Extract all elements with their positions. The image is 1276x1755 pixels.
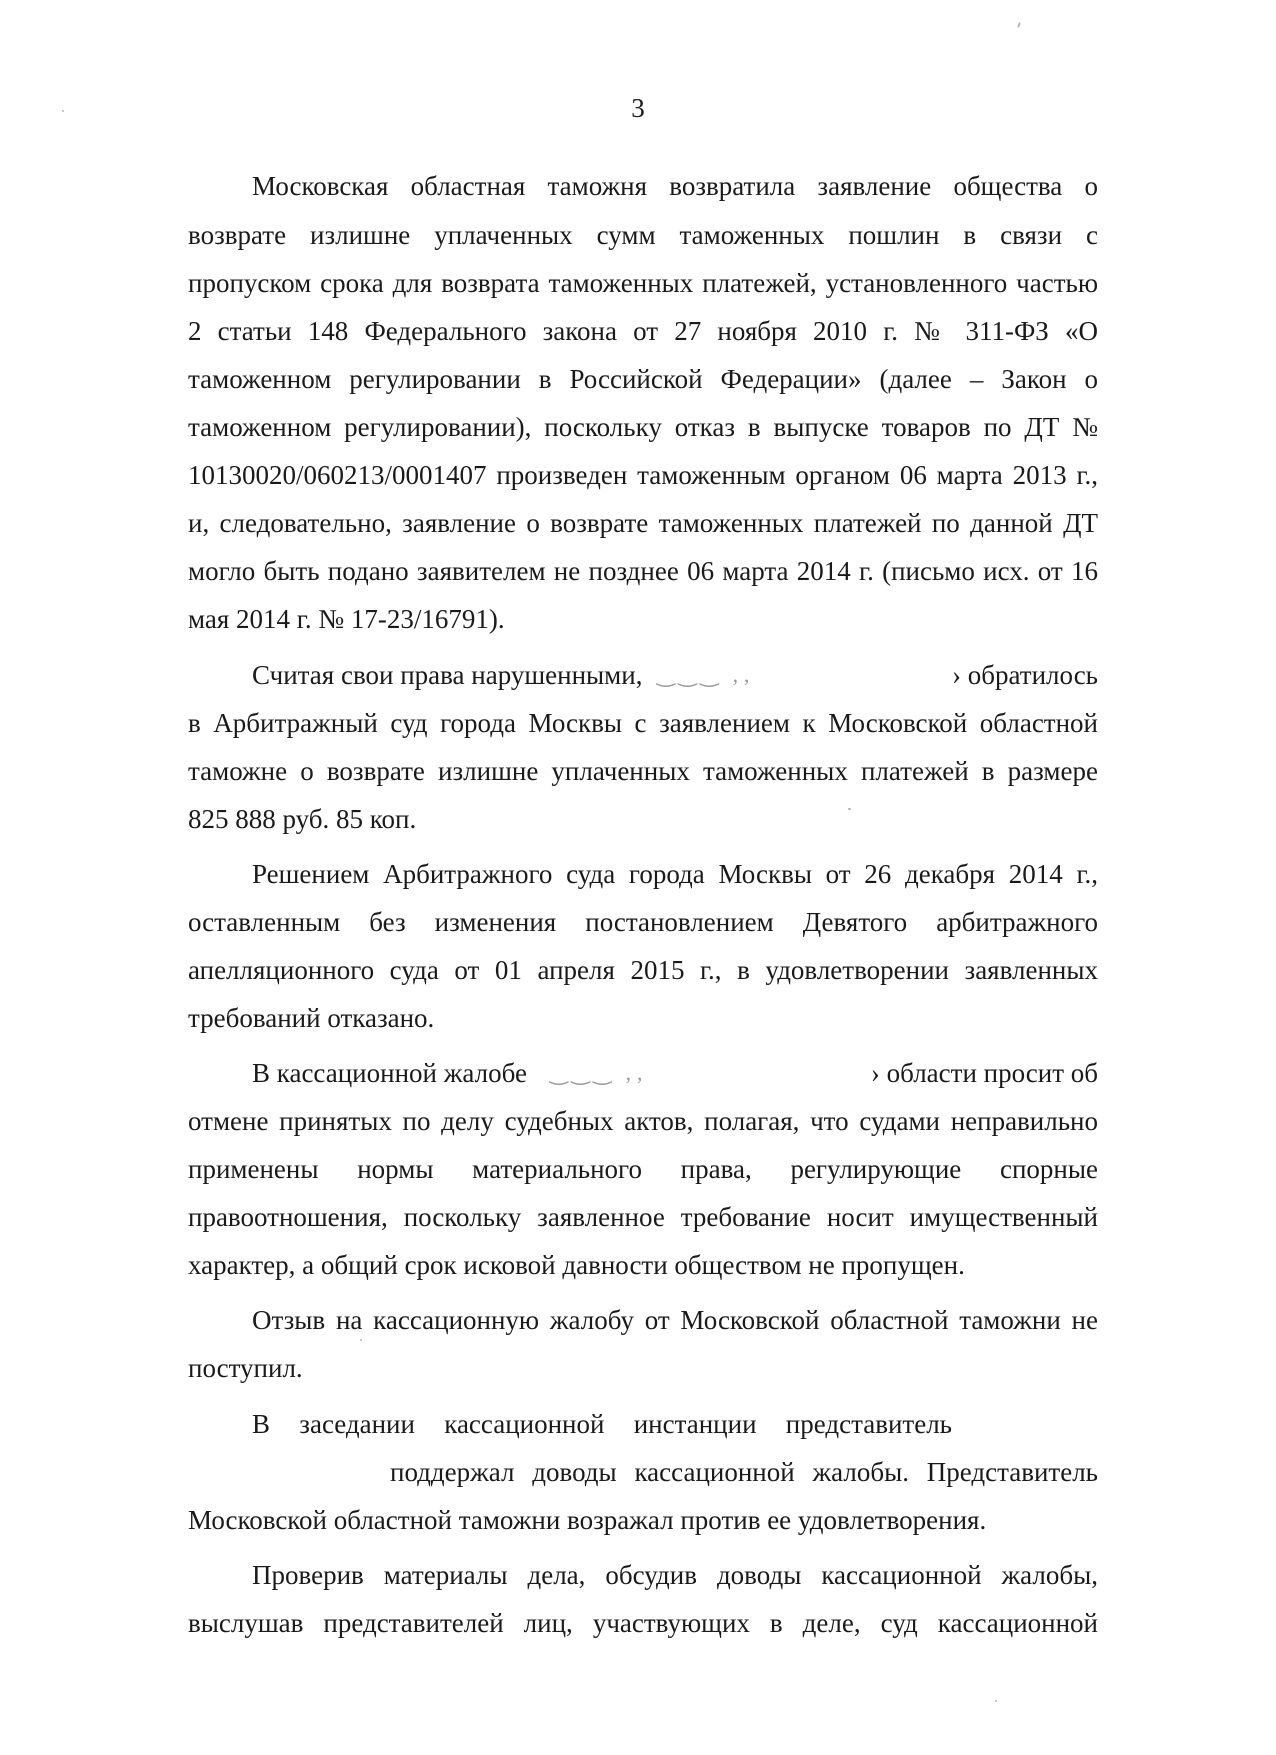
paragraph-4-line-4: правоотношения, поскольку заявленное требование носит имущественный [188,1202,1098,1232]
paragraph-2-line-4: 825 888 руб. 85 коп. [188,804,417,834]
paragraph-3-line-2: оставленным без изменения постановлением Девятого арбитражного [188,907,1098,937]
paragraph-4-line-2: отмене принятых по делу судебных актов, полагая, что судами неправильно [188,1106,1098,1136]
paragraph-5-line-2: поступил. [188,1353,303,1383]
redaction-mark: ‿‿‿ ‚‚ [657,662,755,687]
paragraph-1-line-7: 10130020/060213/0001407 произведен таможенным органом 06 марта 2013 г., [188,460,1098,490]
paragraph-3-line-3: апелляционного суда от 01 апреля 2015 г., в удовлетворении заявленных [188,955,1098,985]
paragraph-2-line-1-right: › обратилось [952,660,1098,690]
scan-speck [1017,22,1021,28]
paragraph-2-line-1 [252,659,1098,691]
paragraph-4-line-1 [252,1057,1098,1089]
paragraph-3-line-1: Решением Арбитражного суда города Москвы от 26 декабря 2014 г., [252,859,1098,889]
paragraph-4-line-1-right: › области просит об [870,1058,1098,1088]
paragraph-2-line-3: таможне о возврате излишне уплаченных таможенных платежей в размере [188,756,1098,786]
scan-speck [848,808,851,810]
paragraph-1-line-4: 2 статьи 148 Федерального закона от 27 ноября 2010 г. № 311-ФЗ «О [188,316,1098,346]
paragraph-1-line-9: могло быть подано заявителем не позднее 06 марта 2014 г. (письмо исх. от 16 [188,556,1098,586]
scan-speck [62,110,64,112]
page-number: 3 [631,93,645,123]
paragraph-1-line-10: мая 2014 г. № 17-23/16791). [188,604,505,634]
paragraph-1-line-3: пропуском срока для возврата таможенных платежей, установленного частью [188,268,1098,298]
scan-speck [360,1339,362,1341]
paragraph-1-line-5: таможенном регулировании в Российской Федерации» (далее – Закон о [188,364,1098,394]
paragraph-1-line-2: возврате излишне уплаченных сумм таможенных пошлин в связи с [188,220,1098,250]
paragraph-2-line-1-left: Считая свои права нарушенными, [252,660,643,690]
paragraph-5-line-1: Отзыв на кассационную жалобу от Московской областной таможни не [252,1305,1098,1335]
paragraph-1-line-1: Московская областная таможня возвратила заявление общества о [252,171,1098,201]
paragraph-6-line-3: Московской областной таможни возражал против ее удовлетворения. [188,1505,987,1535]
redaction-mark: ‿‿‿ ‚‚ [550,1060,648,1085]
paragraph-1-line-8: и, следовательно, заявление о возврате таможенных платежей по данной ДТ [188,508,1098,538]
paragraph-7-line-1: Проверив материалы дела, обсудив доводы кассационной жалобы, [252,1560,1098,1590]
paragraph-3-line-4: требований отказано. [188,1003,435,1033]
paragraph-2-line-2: в Арбитражный суд города Москвы с заявлением к Московской областной [188,708,1098,738]
paragraph-7-line-2: выслушав представителей лиц, участвующих в деле, суд кассационной [188,1608,1098,1638]
paragraph-4-line-1-left: В кассационной жалобе [252,1058,527,1088]
paragraph-4-line-3: применены нормы материального права, регулирующие спорные [188,1154,1098,1184]
paragraph-4-line-5: характер, а общий срок исковой давности обществом не пропущен. [188,1250,965,1280]
scan-speck [995,1700,997,1702]
paragraph-1-line-6: таможенном регулировании), поскольку отказ в выпуске товаров по ДТ № [188,412,1098,442]
paragraph-6-line-1: В заседании кассационной инстанции представитель [252,1409,952,1439]
paragraph-6-line-2: поддержал доводы кассационной жалобы. Представитель [390,1457,1098,1487]
